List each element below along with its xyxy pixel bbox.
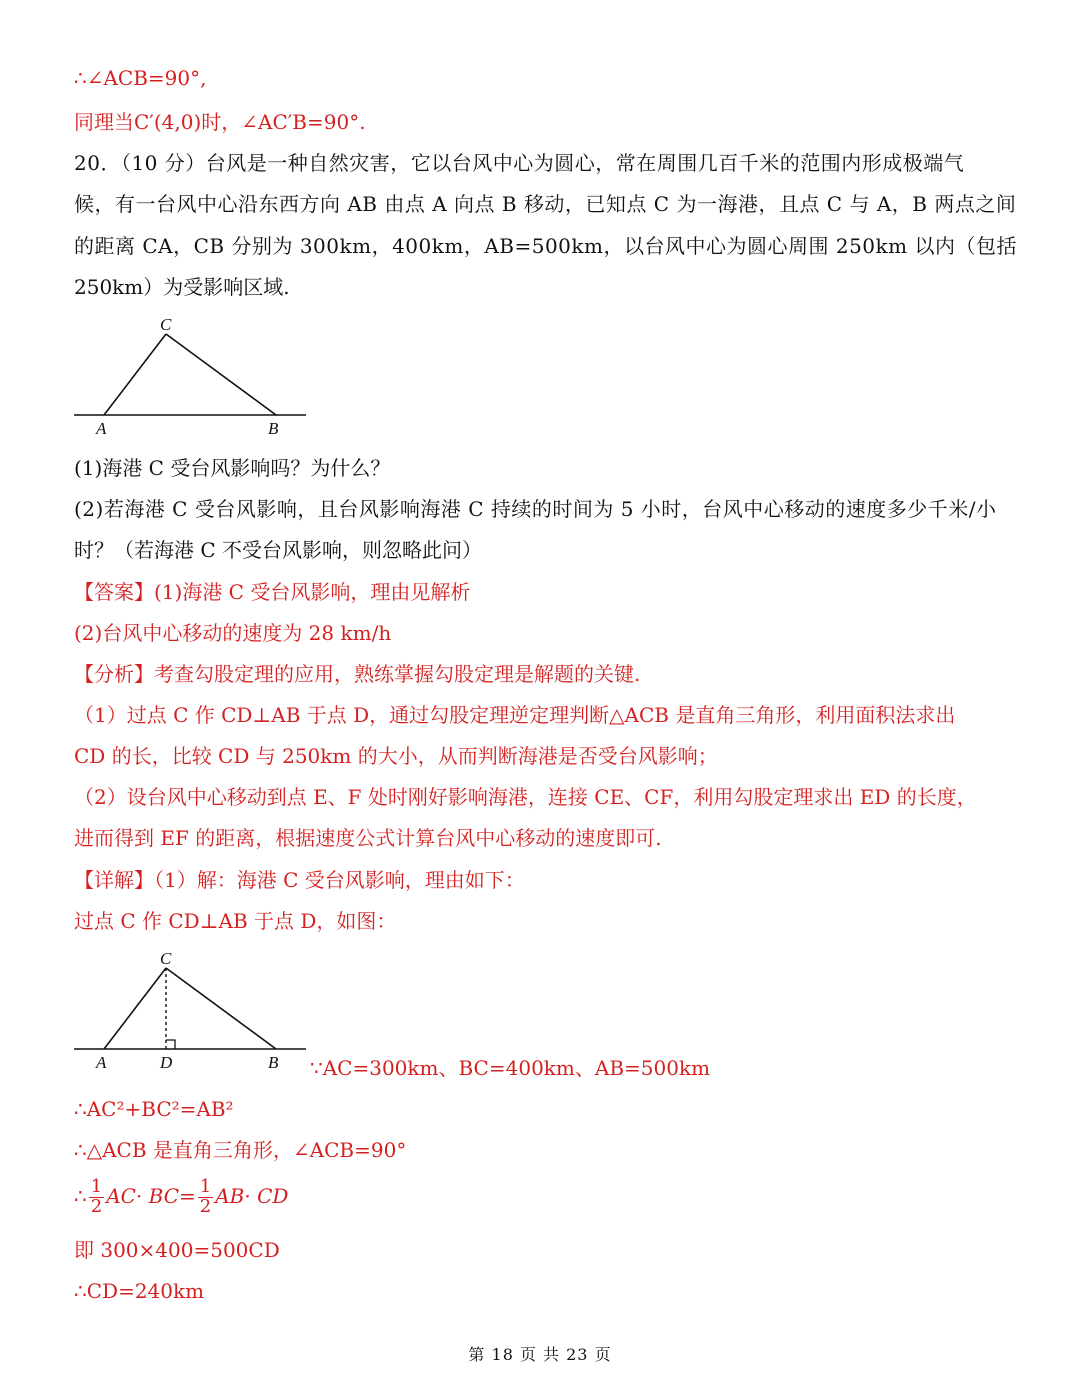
analysis-line-5: 进而得到 EF 的距离，根据速度公式计算台风中心移动的速度即可. bbox=[74, 826, 662, 850]
detail-pythagoras: ∴AC²+BC²=AB² bbox=[74, 1097, 234, 1121]
analysis-line-1: 【分析】考查勾股定理的应用，熟练掌握勾股定理是解题的关键. bbox=[74, 662, 641, 686]
proof-line-similar-case: 同理当C′(4,0)时，∠AC′B=90°. bbox=[74, 110, 366, 134]
sub-question-1: (1)海港 C 受台风影响吗？为什么？ bbox=[74, 456, 391, 480]
fraction-half-1 bbox=[89, 1178, 104, 1217]
detail-cd-result: ∴CD=240km bbox=[74, 1279, 205, 1303]
answer-line-1: 【答案】(1)海港 C 受台风影响，理由见解析 bbox=[74, 580, 471, 604]
fraction-denominator: 2 bbox=[90, 1195, 103, 1217]
side-ac-2 bbox=[104, 968, 166, 1049]
detail-product-equation: 即 300×400=500CD bbox=[74, 1238, 280, 1262]
fraction-denominator: 2 bbox=[199, 1195, 212, 1217]
analysis-line-4: （2）设台风中心移动到点 E、F 处时刚好影响海港，连接 CE、CF，利用勾股定理求出 ED 的长度， bbox=[74, 785, 977, 809]
label-c: C bbox=[160, 315, 172, 334]
proof-line-angle-acb: ∴∠ACB=90°, bbox=[74, 66, 207, 90]
sub-question-2-line-2: 时？（若海港 C 不受台风影响，则忽略此问） bbox=[74, 538, 483, 562]
detail-line-2: 过点 C 作 CD⊥AB 于点 D，如图： bbox=[74, 909, 397, 933]
fraction-numerator: 1 bbox=[199, 1176, 212, 1197]
detail-area-equation bbox=[74, 1178, 288, 1217]
label-b-2: B bbox=[268, 1053, 279, 1072]
detail-right-triangle: ∴△ACB 是直角三角形，∠ACB=90° bbox=[74, 1138, 407, 1162]
area-right-side: AB· CD bbox=[215, 1183, 289, 1208]
analysis-line-2: （1）过点 C 作 CD⊥AB 于点 D，通过勾股定理逆定理判断△ACB 是直角三角形，利用面积法求出 bbox=[74, 703, 956, 727]
question-20-line-4: 250km）为受影响区域. bbox=[74, 275, 290, 299]
fraction-half-2 bbox=[198, 1178, 213, 1217]
question-20-line-2: 候，有一台风中心沿东西方向 AB 由点 A 向点 B 移动，已知点 C 为一海港，且点 C 与 A，B 两点之间 bbox=[74, 192, 1017, 216]
area-left-side: AC· BC= bbox=[106, 1183, 196, 1208]
label-b: B bbox=[268, 419, 279, 438]
label-d-2: D bbox=[160, 1053, 173, 1072]
label-c-2: C bbox=[160, 949, 172, 968]
sub-question-2-line-1: (2)若海港 C 受台风影响，且台风影响海港 C 持续的时间为 5 小时，台风中心移动的速度多少千米/小 bbox=[74, 497, 997, 521]
answer-line-2: (2)台风中心移动的速度为 28 km/h bbox=[74, 621, 392, 645]
therefore-symbol: ∴ bbox=[74, 1183, 87, 1208]
detail-line-1: 【详解】（1）解：海港 C 受台风影响，理由如下： bbox=[74, 868, 525, 892]
detail-given-lengths: ∵AC=300km、BC=400km、AB=500km bbox=[310, 1056, 711, 1080]
side-cb-2 bbox=[166, 968, 276, 1049]
label-a: A bbox=[96, 419, 107, 438]
question-20-line-1: 20．（10 分）台风是一种自然灾害，它以台风中心为圆心，常在周围几百千米的范围内形成极端气 bbox=[74, 151, 965, 175]
fraction-numerator: 1 bbox=[90, 1176, 103, 1197]
right-angle-mark bbox=[166, 1040, 175, 1049]
question-20-line-3: 的距离 CA，CB 分别为 300km，400km，AB=500km，以台风中心为圆心周围 250km 以内（包括 bbox=[74, 234, 1017, 258]
label-a-2: A bbox=[96, 1053, 107, 1072]
page-footer: 第 18 页 共 23 页 bbox=[468, 1345, 612, 1364]
analysis-line-3: CD 的长，比较 CD 与 250km 的大小，从而判断海港是否受台风影响； bbox=[74, 744, 718, 768]
